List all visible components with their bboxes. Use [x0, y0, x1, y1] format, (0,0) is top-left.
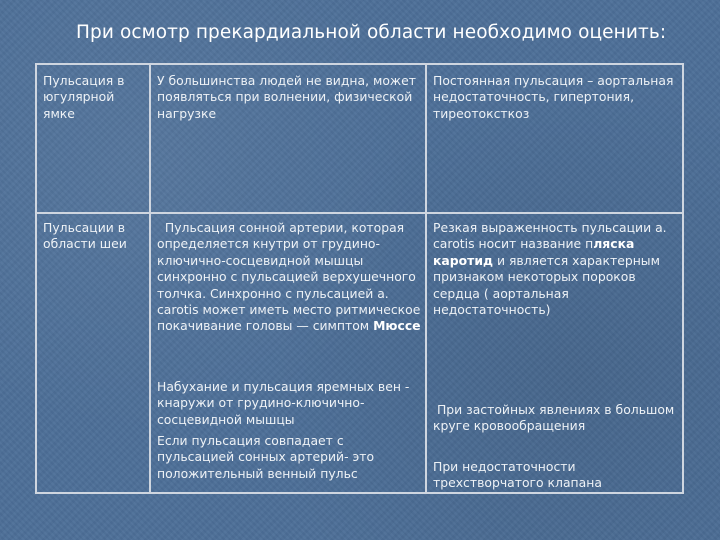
row2-carotid-pathology [433, 220, 678, 318]
assessment-table [35, 63, 684, 494]
row2-jugular-description: Набухание и пульсация яремных вен - кнаружи от грудино-ключично-сосцевидной мышцы [157, 379, 410, 427]
row2-congestion-pathology: При застойных явлениях в большом круге кровообращения [433, 402, 679, 434]
row1-norm-cell: У большинства людей не видна, может появляться при волнении, физической нагрузке [157, 73, 416, 121]
carotid-text: Пульсация сонной артерии, которая определяется кнутри от грудино-ключично-сосцевидной мышцы синхронно с пульсацией верхушечного толчка. Синхронно с пульсацией а. carotis может иметь место ритмическое покачивание головы — симптом [157, 220, 425, 334]
column-divider-2 [425, 65, 427, 492]
carotid-pathology-text-1: Резкая выраженность пульсации а. carotis носит название п [433, 220, 667, 252]
row1-parameter-cell: Пульсация в югулярной ямке [43, 73, 125, 121]
column-divider-1 [149, 65, 151, 492]
row2-venous-pulse-description: Если пульсация совпадает с пульсацией сонных артерий- это положительный венный пульс [157, 433, 375, 481]
carotid-dance-term: ляска каротид [433, 236, 635, 268]
row2-carotid-description [157, 220, 423, 335]
musset-sign-term: Мюссе [373, 318, 421, 334]
row1-pathology-cell: Постоянная пульсация – аортальная недостаточность, гипертония, тиреотоксткоз [433, 73, 674, 121]
row2-parameter-cell: Пульсации в области шеи [43, 220, 127, 252]
slide-title: При осмотр прекардиальной области необходимо оценить: [76, 22, 667, 43]
row2-tricuspid-pathology: При недостаточности трехстворчатого клапана [433, 459, 602, 491]
carotid-pathology-text-2: и является характерным признаком некоторых пороков сердца ( аортальная недостаточность) [433, 252, 660, 318]
row-divider [37, 212, 682, 214]
